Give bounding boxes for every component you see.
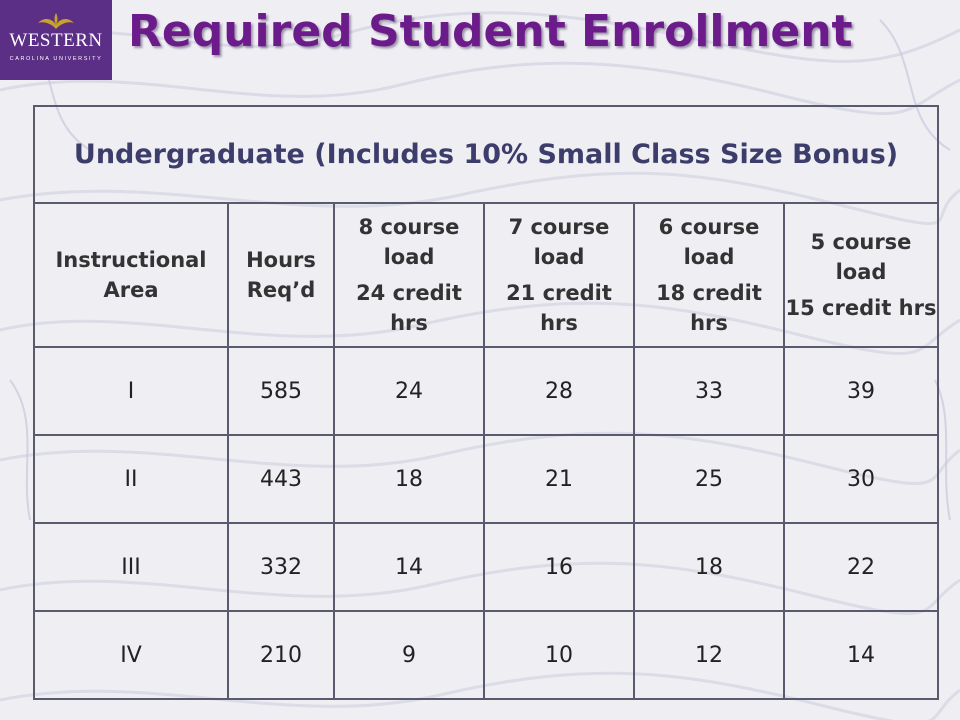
table-cell: II	[34, 435, 228, 523]
table-cell: 16	[484, 523, 634, 611]
table-cell: 30	[784, 435, 938, 523]
table-cell: I	[34, 347, 228, 435]
column-header-instructional-area	[34, 203, 228, 347]
table-cell: 12	[634, 611, 784, 699]
column-header-credit-hours: 18 credit hrs	[656, 281, 762, 335]
logo-wordmark: WESTERN	[9, 30, 103, 51]
column-header-6-course-load	[634, 203, 784, 347]
table-cell: 21	[484, 435, 634, 523]
table-cell: IV	[34, 611, 228, 699]
column-header-credit-hours: 15 credit hrs	[785, 296, 937, 320]
column-header-label: 7 course load	[508, 215, 610, 269]
column-header-label: Hours Req’d	[246, 248, 316, 302]
column-header-hours-reqd	[228, 203, 334, 347]
table-cell: 22	[784, 523, 938, 611]
slide-title: Required Student Enrollment	[128, 6, 853, 57]
table-cell: III	[34, 523, 228, 611]
column-header-label: Instructional Area	[55, 248, 207, 302]
table-cell: 33	[634, 347, 784, 435]
table-row	[34, 347, 938, 435]
table-cell: 24	[334, 347, 484, 435]
table-cell: 18	[334, 435, 484, 523]
table-cell: 9	[334, 611, 484, 699]
logo-subtitle: CAROLINA UNIVERSITY	[9, 56, 103, 62]
table-caption: Undergraduate (Includes 10% Small Class Size Bonus)	[34, 106, 938, 203]
table-row	[34, 611, 938, 699]
column-header-credit-hours: 21 credit hrs	[506, 281, 612, 335]
table-cell: 28	[484, 347, 634, 435]
table-cell: 332	[228, 523, 334, 611]
university-logo	[0, 0, 112, 80]
table-cell: 14	[784, 611, 938, 699]
column-header-8-course-load	[334, 203, 484, 347]
column-header-label: 5 course load	[810, 230, 912, 284]
table-cell: 10	[484, 611, 634, 699]
table-cell: 585	[228, 347, 334, 435]
table-cell: 18	[634, 523, 784, 611]
column-header-7-course-load	[484, 203, 634, 347]
column-header-credit-hours: 24 credit hrs	[356, 281, 462, 335]
column-header-5-course-load	[784, 203, 938, 347]
table-cell: 443	[228, 435, 334, 523]
table-row	[34, 523, 938, 611]
table-cell: 25	[634, 435, 784, 523]
column-header-label: 6 course load	[658, 215, 760, 269]
column-header-label: 8 course load	[358, 215, 460, 269]
table-row	[34, 435, 938, 523]
logo-emblem-icon	[37, 9, 75, 31]
table-cell: 210	[228, 611, 334, 699]
table-cell: 39	[784, 347, 938, 435]
table-cell: 14	[334, 523, 484, 611]
enrollment-table	[33, 105, 939, 700]
